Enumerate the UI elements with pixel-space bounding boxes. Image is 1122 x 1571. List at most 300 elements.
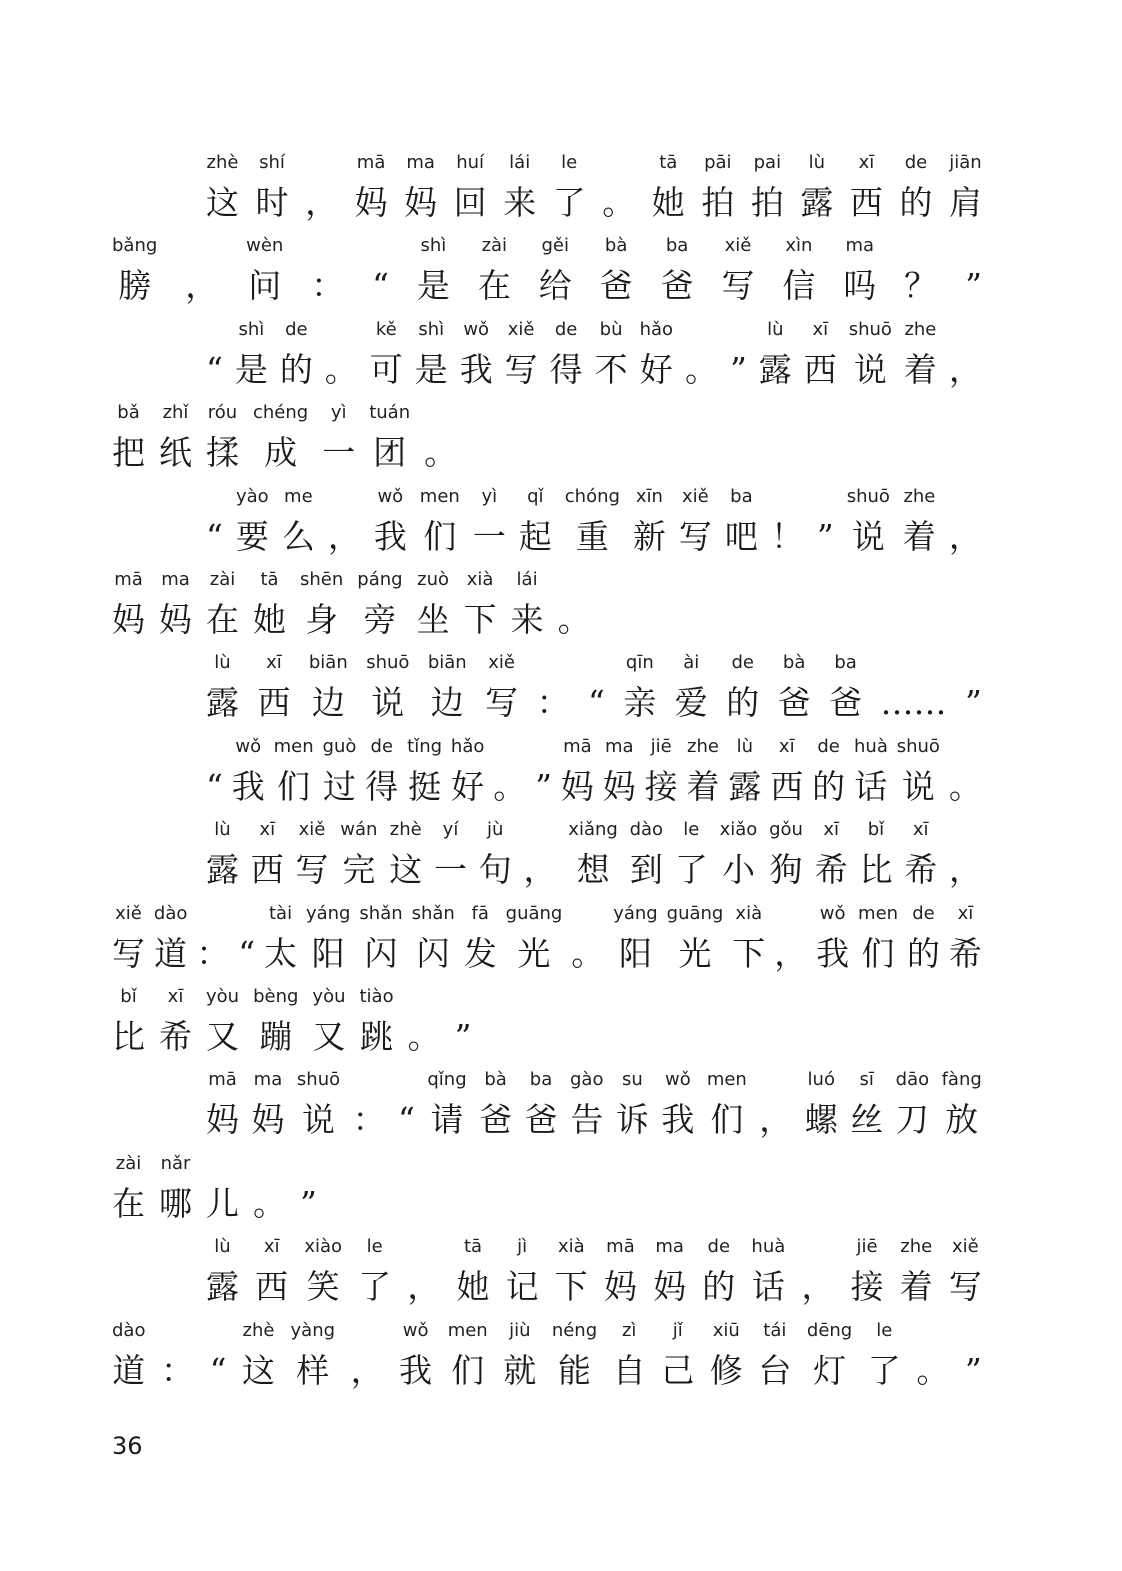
pinyin: bù: [594, 318, 628, 340]
pinyin: fā: [463, 902, 497, 924]
hanzi-with-pinyin: 露lù: [728, 735, 762, 806]
hanzi-with-pinyin: 她tā: [651, 152, 685, 223]
hanzi-with-pinyin: 我wǒ: [231, 735, 265, 806]
hanzi-with-pinyin: 西xī: [250, 819, 284, 890]
pinyin: jǐ: [661, 1319, 695, 1341]
pinyin: de: [906, 902, 940, 924]
hanzi-with-pinyin: ”: [965, 1320, 982, 1389]
hanzi-with-pinyin: 一yì: [322, 402, 356, 473]
pinyin: xiě: [721, 235, 755, 257]
pinyin: [210, 1320, 227, 1351]
pinyin: fàng: [941, 1069, 982, 1091]
pinyin: [206, 736, 223, 767]
hanzi-with-pinyin: 希xī: [159, 986, 192, 1056]
pinyin: [558, 569, 591, 600]
pinyin: qīn: [623, 652, 657, 674]
hanzi-with-pinyin: ”: [300, 1153, 317, 1222]
hanzi-with-pinyin: 爸ba: [660, 235, 694, 306]
hanzi-with-pinyin: 请qǐng: [427, 1069, 467, 1140]
pinyin: ma: [602, 735, 636, 757]
pinyin: lù: [206, 1236, 239, 1258]
hanzi-with-pinyin: 不bù: [594, 318, 628, 389]
hanzi-with-pinyin: 。: [949, 736, 982, 805]
pinyin: [730, 319, 747, 350]
pinyin: [949, 319, 982, 350]
hanzi-with-pinyin: 自zì: [612, 1319, 646, 1390]
hanzi-with-pinyin: 要yào: [235, 485, 269, 556]
pinyin: yì: [322, 402, 356, 424]
hanzi-with-pinyin: 。: [408, 986, 441, 1055]
pinyin: shēn: [300, 569, 344, 591]
hanzi-with-pinyin: 的de: [726, 652, 760, 723]
pinyin: le: [552, 152, 586, 174]
hanzi-with-pinyin: 西xī: [770, 735, 804, 806]
hanzi-with-pinyin: 发fā: [463, 902, 497, 973]
hanzi-with-pinyin: 露lù: [206, 819, 239, 890]
pinyin: ba: [829, 652, 863, 674]
hanzi-with-pinyin: ：: [353, 1069, 386, 1138]
hanzi-with-pinyin: 告gào: [569, 1069, 604, 1140]
pinyin: luó: [804, 1069, 838, 1091]
hanzi-with-pinyin: 希xī: [814, 819, 848, 890]
hanzi-with-pinyin: 下xià: [554, 1236, 588, 1307]
pinyin: me: [281, 485, 315, 507]
pinyin: mā: [560, 735, 594, 757]
pinyin: xià: [554, 1236, 588, 1258]
pinyin: gěi: [538, 235, 572, 257]
hanzi-with-pinyin: 们men: [447, 1319, 488, 1390]
pinyin: jiù: [503, 1319, 537, 1341]
hanzi-with-pinyin: 爸ba: [829, 652, 863, 723]
hanzi-with-pinyin: 着zhe: [899, 1236, 933, 1307]
text-line: [112, 805, 982, 888]
hanzi-with-pinyin: 这zhè: [206, 152, 239, 223]
hanzi-with-pinyin: 吧ba: [724, 485, 758, 556]
pinyin: hǎo: [450, 735, 485, 757]
pinyin: ba: [524, 1069, 558, 1091]
hanzi-with-pinyin: 说shuō: [848, 318, 892, 389]
hanzi-with-pinyin: “: [206, 736, 223, 805]
hanzi-with-pinyin: 。: [325, 319, 358, 388]
pinyin: yáng: [613, 902, 658, 924]
pinyin: [407, 1236, 440, 1267]
hanzi-with-pinyin: 旁páng: [357, 569, 403, 640]
hanzi-with-pinyin: “: [206, 486, 223, 555]
hanzi-with-pinyin: 着zhe: [903, 318, 937, 389]
hanzi-with-pinyin: 吗ma: [843, 235, 877, 306]
pinyin: [774, 903, 807, 934]
hanzi-with-pinyin: 丝sī: [850, 1069, 884, 1140]
hanzi-with-pinyin: 妈ma: [159, 569, 192, 640]
pinyin: lù: [728, 735, 762, 757]
hanzi-with-pinyin: 蹦bèng: [253, 986, 299, 1056]
pinyin: wǒ: [399, 1319, 433, 1341]
pinyin: wǒ: [816, 902, 850, 924]
hanzi-with-pinyin: 爸bà: [599, 235, 633, 306]
pinyin: lù: [206, 652, 239, 674]
hanzi-with-pinyin: 。: [571, 903, 604, 972]
pinyin: xī: [159, 986, 192, 1007]
pinyin: tā: [456, 1236, 490, 1258]
pinyin: xiě: [504, 318, 538, 340]
hanzi-with-pinyin: 这zhè: [241, 1319, 275, 1390]
pinyin: wǒ: [459, 318, 493, 340]
pinyin: pai: [750, 152, 784, 174]
hanzi-with-pinyin: ”: [817, 486, 834, 555]
pinyin: wǒ: [661, 1069, 695, 1091]
pinyin: xìn: [782, 235, 816, 257]
hanzi-with-pinyin: 又yòu: [206, 986, 240, 1056]
page-number: 36: [112, 1432, 143, 1460]
hanzi-with-pinyin: 妈mā: [112, 569, 145, 640]
hanzi-with-pinyin: 闪shǎn: [411, 902, 455, 973]
hanzi-with-pinyin: 是shì: [416, 235, 450, 306]
hanzi-with-pinyin: 接jiē: [644, 735, 678, 806]
pinyin: [161, 1320, 194, 1351]
hanzi-with-pinyin: 话huà: [854, 735, 888, 806]
pinyin: de: [549, 318, 583, 340]
text-line: [112, 1055, 982, 1138]
pinyin: qǐ: [518, 485, 552, 507]
pinyin: [328, 486, 361, 517]
hanzi-with-pinyin: 过guò: [322, 735, 357, 806]
hanzi-with-pinyin: 写xiě: [948, 1236, 982, 1307]
text-line: [112, 1222, 982, 1305]
pinyin: [817, 486, 834, 517]
pinyin: le: [674, 819, 708, 841]
hanzi-with-pinyin: 爸ba: [524, 1069, 558, 1140]
hanzi-with-pinyin: ，: [185, 235, 218, 304]
pinyin: ba: [724, 485, 758, 507]
hanzi-with-pinyin: 妈ma: [404, 152, 438, 223]
text-line: [112, 638, 982, 721]
hanzi-with-pinyin: ，: [801, 1236, 834, 1305]
pinyin: zhè: [206, 152, 239, 174]
pinyin: sī: [850, 1069, 884, 1091]
pinyin: tiào: [359, 986, 394, 1007]
pinyin: zhè: [241, 1319, 275, 1341]
pinyin: dào: [629, 819, 664, 841]
hanzi-with-pinyin: 。: [493, 736, 526, 805]
pinyin: qǐng: [427, 1069, 467, 1091]
pinyin: tài: [264, 902, 298, 924]
hanzi-with-pinyin: 妈mā: [354, 152, 388, 223]
hanzi-with-pinyin: 我wǒ: [661, 1069, 695, 1140]
text-line: [112, 388, 982, 471]
pinyin: yào: [235, 485, 269, 507]
hanzi-with-pinyin: 的de: [279, 318, 313, 389]
text-line: [112, 1305, 982, 1388]
pinyin: lái: [510, 569, 544, 591]
pinyin: jì: [505, 1236, 539, 1258]
hanzi-with-pinyin: 给gěi: [538, 235, 572, 306]
pinyin: yáng: [305, 902, 351, 924]
pinyin: bǎ: [112, 402, 145, 424]
hanzi-with-pinyin: 希xī: [904, 819, 938, 890]
pinyin: tuán: [369, 402, 411, 424]
pinyin: [537, 652, 570, 683]
pinyin: [916, 1320, 949, 1351]
pinyin: bǐ: [859, 819, 893, 841]
pinyin: zài: [112, 1152, 145, 1174]
pinyin: de: [726, 652, 760, 674]
hanzi-with-pinyin: 小xiǎo: [719, 819, 758, 890]
hanzi-with-pinyin: 阳yáng: [613, 902, 658, 973]
hanzi-with-pinyin: 台tái: [758, 1319, 792, 1390]
pinyin: lù: [800, 152, 834, 174]
hanzi-with-pinyin: 身shēn: [300, 569, 344, 640]
pinyin: su: [615, 1069, 649, 1091]
pinyin: xī: [814, 819, 848, 841]
pinyin: shí: [255, 152, 289, 174]
hanzi-with-pinyin: 道dào: [153, 902, 188, 973]
hanzi-with-pinyin: 我wǒ: [399, 1319, 433, 1390]
pinyin: wán: [340, 819, 378, 841]
pinyin: [493, 736, 526, 767]
pinyin: bǐ: [112, 986, 145, 1007]
pinyin: men: [706, 1069, 747, 1091]
pinyin: ma: [404, 152, 438, 174]
hanzi-with-pinyin: 西xī: [255, 1236, 289, 1307]
hanzi-with-pinyin: 们men: [273, 735, 314, 806]
hanzi-with-pinyin: 肩jiān: [948, 152, 982, 223]
pinyin: yàng: [290, 1319, 336, 1341]
hanzi-with-pinyin: 比bǐ: [859, 819, 893, 890]
hanzi-with-pinyin: 一yì: [472, 485, 506, 556]
pinyin: shǎn: [359, 902, 403, 924]
pinyin: [398, 1069, 415, 1100]
pinyin: zì: [612, 1319, 646, 1341]
pinyin: dào: [112, 1319, 146, 1341]
text-line: [112, 972, 982, 1055]
pinyin: xī: [948, 902, 982, 924]
hanzi-with-pinyin: 露lù: [758, 318, 792, 389]
hanzi-with-pinyin: ，: [774, 903, 807, 972]
pinyin: [535, 736, 552, 767]
hanzi-with-pinyin: 写xiě: [295, 819, 329, 890]
hanzi-with-pinyin: 重chóng: [564, 485, 620, 556]
hanzi-with-pinyin: 着zhe: [686, 735, 720, 806]
pinyin: [300, 1153, 317, 1184]
hanzi-with-pinyin: 边biān: [308, 652, 348, 723]
text-line: [112, 138, 982, 221]
pinyin: [311, 235, 344, 266]
hanzi-with-pinyin: 来lái: [510, 569, 544, 640]
hanzi-with-pinyin: 露lù: [206, 1236, 239, 1307]
hanzi-with-pinyin: 话huà: [751, 1236, 786, 1307]
hanzi-with-pinyin: ，: [351, 1320, 384, 1389]
pinyin: [602, 152, 635, 183]
hanzi-with-pinyin: 希xī: [948, 902, 982, 973]
hanzi-with-pinyin: ？: [904, 235, 937, 304]
pinyin: bǎng: [112, 235, 158, 257]
hanzi-with-pinyin: 揉róu: [206, 402, 239, 473]
pinyin: [455, 986, 472, 1017]
hanzi-with-pinyin: 光guāng: [505, 902, 563, 973]
hanzi-with-pinyin: 妈mā: [560, 735, 594, 806]
hanzi-with-pinyin: ，: [759, 1069, 792, 1138]
pinyin: men: [858, 902, 899, 924]
pinyin: guāng: [666, 902, 724, 924]
hanzi-with-pinyin: 拍pai: [750, 152, 784, 223]
pinyin: wǒ: [231, 735, 265, 757]
hanzi-with-pinyin: 我wǒ: [816, 902, 850, 973]
pinyin: [571, 903, 604, 934]
hanzi-with-pinyin: 么me: [281, 485, 315, 556]
pinyin: xīn: [632, 485, 666, 507]
hanzi-with-pinyin: “: [588, 652, 605, 721]
hanzi-with-pinyin: 道dào: [112, 1319, 146, 1390]
pinyin: guāng: [505, 902, 563, 924]
pinyin: mā: [354, 152, 388, 174]
hanzi-with-pinyin: ，: [407, 1236, 440, 1305]
pinyin: mā: [206, 1069, 239, 1091]
hanzi-with-pinyin: 。: [602, 152, 635, 221]
pinyin: biān: [308, 652, 348, 674]
pinyin: tǐng: [407, 735, 443, 757]
hanzi-with-pinyin: 爱ài: [674, 652, 708, 723]
hanzi-with-pinyin: 挺tǐng: [407, 735, 443, 806]
pinyin: jiān: [948, 152, 982, 174]
pinyin: [949, 736, 982, 767]
pinyin: huà: [854, 735, 888, 757]
pinyin: [238, 903, 255, 934]
hanzi-with-pinyin: 说shuō: [896, 735, 940, 806]
hanzi-with-pinyin: “: [206, 319, 223, 388]
pinyin: de: [702, 1236, 736, 1258]
pinyin: shǎn: [411, 902, 455, 924]
pinyin: huí: [453, 152, 487, 174]
hanzi-with-pinyin: 。: [685, 319, 718, 388]
pinyin: men: [447, 1319, 488, 1341]
hanzi-with-pinyin: “: [210, 1320, 227, 1389]
hanzi-with-pinyin: 狗gǒu: [769, 819, 803, 890]
pinyin: zhe: [902, 485, 936, 507]
hanzi-with-pinyin: ……: [881, 652, 947, 721]
pinyin: chóng: [564, 485, 620, 507]
hanzi-with-pinyin: 把bǎ: [112, 402, 145, 473]
pinyin: jiē: [850, 1236, 884, 1258]
pinyin: bà: [777, 652, 811, 674]
hanzi-with-pinyin: 写xiě: [112, 902, 145, 973]
pinyin: shuō: [848, 318, 892, 340]
hanzi-with-pinyin: ，: [949, 819, 982, 888]
pinyin: wèn: [246, 235, 284, 257]
pinyin: xī: [255, 1236, 289, 1258]
pinyin: [253, 1153, 286, 1184]
pinyin: [801, 1236, 834, 1267]
hanzi-with-pinyin: 句jù: [478, 819, 512, 890]
pinyin: xiū: [709, 1319, 743, 1341]
pinyin: xiě: [948, 1236, 982, 1258]
hanzi-with-pinyin: 闪shǎn: [359, 902, 403, 973]
pinyin: wǒ: [373, 485, 407, 507]
hanzi-with-pinyin: 说shuō: [846, 485, 890, 556]
hanzi-with-pinyin: 的de: [702, 1236, 736, 1307]
pinyin: zhè: [389, 819, 423, 841]
hanzi-with-pinyin: 比bǐ: [112, 986, 145, 1056]
hanzi-with-pinyin: 。: [253, 1153, 286, 1222]
hanzi-with-pinyin: 跳tiào: [359, 986, 394, 1056]
pinyin: xià: [463, 569, 497, 591]
hanzi-with-pinyin: 记jì: [505, 1236, 539, 1307]
hanzi-with-pinyin: ”: [965, 652, 982, 721]
hanzi-with-pinyin: 又yòu: [312, 986, 346, 1056]
pinyin: xiǎng: [568, 819, 618, 841]
hanzi-with-pinyin: 灯dēng: [806, 1319, 853, 1390]
text-line: [112, 472, 982, 555]
hanzi-with-pinyin: ”: [730, 319, 747, 388]
pinyin: [185, 235, 218, 266]
pinyin: pāi: [701, 152, 735, 174]
pinyin: dào: [153, 902, 188, 924]
hanzi-with-pinyin: 们men: [858, 902, 899, 973]
hanzi-with-pinyin: 说shuō: [296, 1069, 341, 1140]
hanzi-with-pinyin: 妈mā: [603, 1236, 637, 1307]
hanzi-with-pinyin: 好hǎo: [450, 735, 485, 806]
hanzi-with-pinyin: 边biān: [427, 652, 467, 723]
hanzi-with-pinyin: ：: [196, 903, 229, 972]
pinyin: [949, 819, 982, 850]
pinyin: ma: [653, 1236, 687, 1258]
hanzi-with-pinyin: 得de: [549, 318, 583, 389]
hanzi-with-pinyin: 写xiě: [504, 318, 538, 389]
pinyin: shuō: [366, 652, 410, 674]
pinyin: zuò: [416, 569, 450, 591]
pinyin: nǎr: [159, 1152, 192, 1174]
pinyin: yòu: [206, 986, 240, 1007]
pinyin: men: [273, 735, 314, 757]
pinyin: páng: [357, 569, 403, 591]
hanzi-with-pinyin: 是shì: [414, 318, 448, 389]
pinyin: [965, 235, 982, 266]
pinyin: zài: [206, 569, 239, 591]
text-line: [112, 555, 982, 638]
pinyin: jù: [478, 819, 512, 841]
hanzi-with-pinyin: 膀bǎng: [112, 235, 158, 306]
hanzi-with-pinyin: 写xiě: [721, 235, 755, 306]
hanzi-with-pinyin: 爸bà: [777, 652, 811, 723]
pinyin: ma: [159, 569, 192, 591]
pinyin: jiē: [644, 735, 678, 757]
text-line: [112, 305, 982, 388]
pinyin: xiě: [485, 652, 519, 674]
hanzi-with-pinyin: 。: [558, 569, 591, 638]
pinyin: [325, 319, 358, 350]
hanzi-with-pinyin: 哪nǎr: [159, 1152, 192, 1223]
hanzi-with-pinyin: 她tā: [456, 1236, 490, 1307]
pinyin: [904, 235, 937, 266]
text-line: [112, 1139, 982, 1222]
hanzi-with-pinyin: 可kě: [369, 318, 403, 389]
pinyin: bà: [479, 1069, 513, 1091]
hanzi-with-pinyin: ，: [305, 152, 338, 221]
hanzi-with-pinyin: 来lái: [503, 152, 537, 223]
hanzi-with-pinyin: “: [372, 235, 389, 304]
hanzi-with-pinyin: ”: [455, 986, 472, 1055]
pinyin: de: [279, 318, 313, 340]
pinyin: kě: [369, 318, 403, 340]
pinyin: shì: [414, 318, 448, 340]
hanzi-with-pinyin: ：: [161, 1320, 194, 1389]
pinyin: [588, 652, 605, 683]
pinyin: bà: [599, 235, 633, 257]
hanzi-with-pinyin: 下xià: [463, 569, 497, 640]
hanzi-with-pinyin: 纸zhǐ: [159, 402, 192, 473]
hanzi-with-pinyin: 拍pāi: [701, 152, 735, 223]
hanzi-with-pinyin: 写xiě: [678, 485, 712, 556]
hanzi-with-pinyin: 放fàng: [941, 1069, 982, 1140]
